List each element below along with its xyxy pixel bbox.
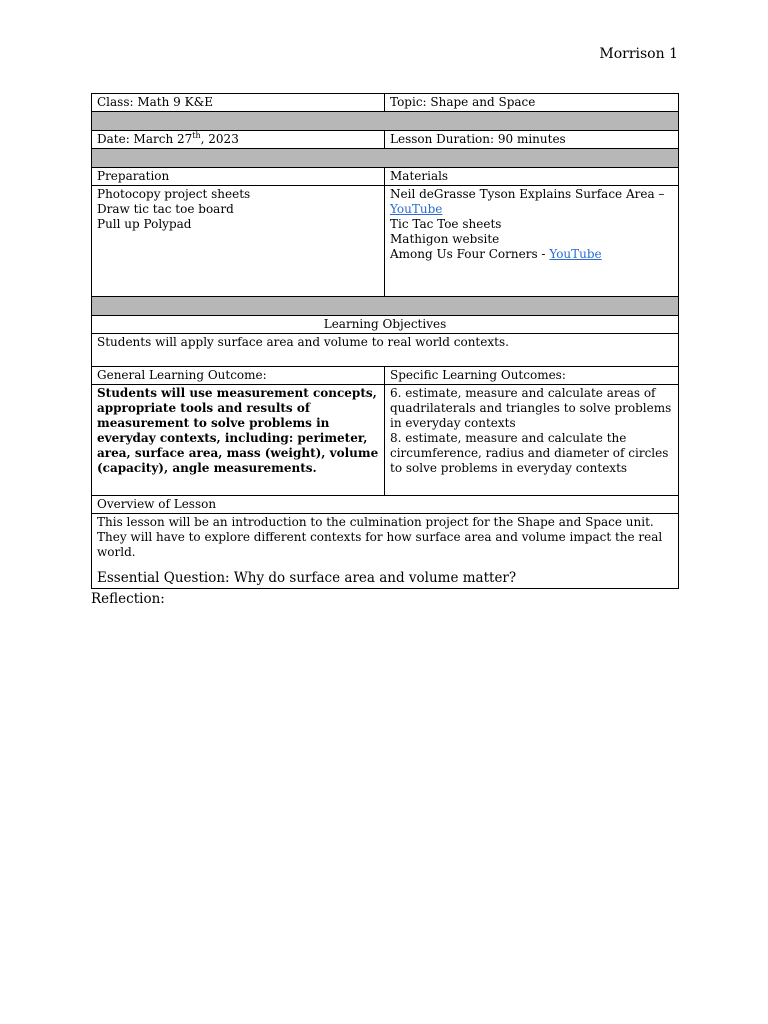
materials-item — [390, 247, 673, 262]
specific-outcome-item: 6. estimate, measure and calculate areas of quadrilaterals and triangles to solve problems in everyday contexts — [390, 386, 672, 430]
class-cell: Class: Math 9 K&E — [92, 94, 385, 112]
preparation-item: Draw tic tac toe board — [97, 202, 234, 216]
specific-outcome-item: 8. estimate, measure and calculate the circumference, radius and diameter of circles to solve problems in everyday contexts — [390, 431, 669, 475]
separator-bar — [92, 149, 679, 168]
duration-cell: Lesson Duration: 90 minutes — [385, 131, 679, 149]
topic-cell: Topic: Shape and Space — [385, 94, 679, 112]
general-outcome-text: Students will use measurement concepts, appropriate tools and results of measurement to solve problems in everyday contexts, including: perimeter, area, surface area, mass (weight), volume (capacity), angle measurements. — [92, 385, 385, 496]
date-prefix: Date: March 27 — [97, 132, 193, 146]
preparation-item: Pull up Polypad — [97, 217, 192, 231]
overview-heading: Overview of Lesson — [92, 496, 679, 514]
general-outcome-heading: General Learning Outcome: — [92, 367, 385, 385]
separator-bar — [92, 297, 679, 316]
youtube-link-surface-area[interactable]: YouTube — [390, 202, 443, 216]
materials-list — [385, 186, 679, 297]
date-superscript: th — [192, 131, 201, 140]
learning-objectives-heading: Learning Objectives — [92, 316, 679, 334]
materials-item: Tic Tac Toe sheets — [390, 217, 502, 231]
specific-outcomes-list — [385, 385, 679, 496]
youtube-link-among-us[interactable]: YouTube — [549, 247, 602, 261]
preparation-heading: Preparation — [92, 168, 385, 186]
outcomes-row — [92, 385, 679, 496]
essential-question: Essential Question: Why do surface area and volume matter? — [97, 570, 517, 586]
materials-item: Mathigon website — [390, 232, 500, 246]
lesson-plan-table — [91, 93, 679, 589]
preparation-item: Photocopy project sheets — [97, 187, 251, 201]
materials-item-text: Among Us Four Corners - — [390, 247, 550, 261]
prep-materials-row — [92, 186, 679, 297]
page-header: Morrison 1 — [599, 46, 678, 62]
overview-text: This lesson will be an introduction to the culmination project for the Shape and Space unit. They will have to explore different contexts for how surface area and volume impact the real world. — [97, 515, 663, 559]
materials-heading: Materials — [385, 168, 679, 186]
overview-cell — [92, 514, 679, 589]
class-topic-row — [92, 94, 679, 112]
specific-outcomes-heading: Specific Learning Outcomes: — [385, 367, 679, 385]
date-duration-row — [92, 131, 679, 149]
materials-item: Neil deGrasse Tyson Explains Surface Area – — [390, 187, 665, 201]
prep-materials-heading-row — [92, 168, 679, 186]
preparation-list — [92, 186, 385, 297]
date-cell — [92, 131, 385, 149]
reflection-label: Reflection: — [91, 591, 165, 607]
separator-bar — [92, 112, 679, 131]
date-suffix: , 2023 — [200, 132, 239, 146]
learning-objectives-text: Students will apply surface area and volume to real world contexts. — [92, 334, 679, 367]
outcomes-heading-row — [92, 367, 679, 385]
